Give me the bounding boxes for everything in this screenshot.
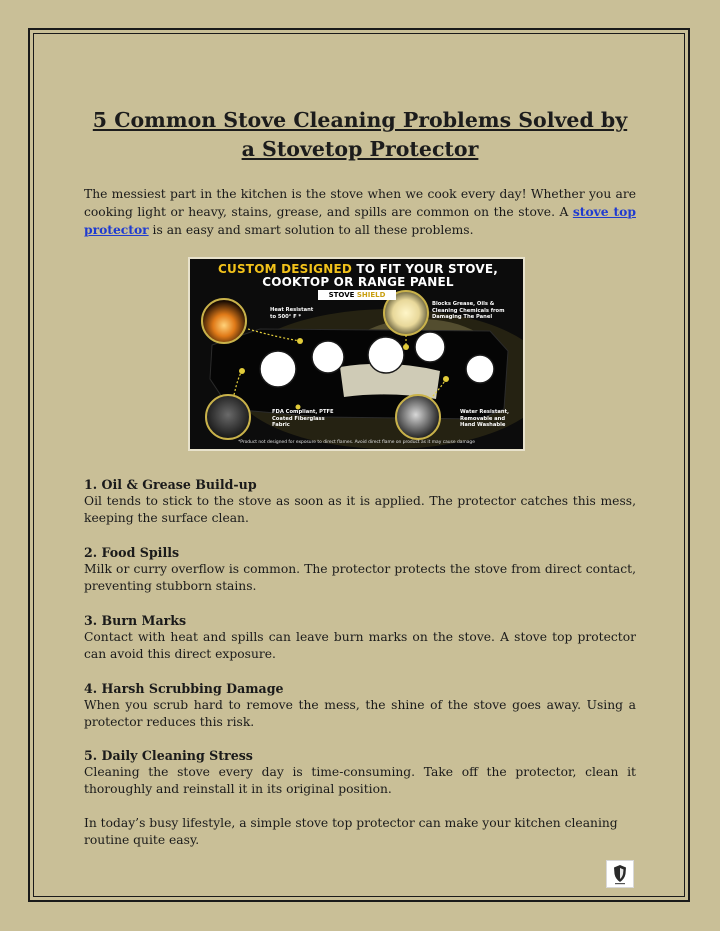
feature-grease-label: Blocks Grease, Oils & Cleaning Chemicals from Damaging The Panel [432, 301, 505, 320]
brand-part-2: SHIELD [354, 291, 386, 299]
section-text: When you scrub hard to remove the mess, the shine of the stove goes away. Using a protector reduces this risk. [84, 698, 636, 729]
section-text: Oil tends to stick to the stove as soon as it is applied. The protector catches this mess, keeping the surface clean. [84, 494, 636, 525]
headline-accent: CUSTOM DESIGNED [218, 262, 353, 276]
section-text: Milk or curry overflow is common. The protector protects the stove from direct contact, preventing stubborn stains. [84, 562, 636, 593]
section-heading: 5. Daily Cleaning Stress [84, 748, 253, 763]
headline-rest: TO FIT YOUR STOVE, [352, 262, 498, 276]
headline-line-2: COOKTOP OR RANGE PANEL [262, 275, 454, 289]
intro-text-after: is an easy and smart solution to all these problems. [148, 223, 474, 237]
brand-badge [318, 290, 396, 300]
section-daily-cleaning [84, 747, 636, 798]
feature-heat-label: Heat Resistant to 500° F * [270, 307, 314, 320]
feature-fda-label: FDA Compliant, PTFE Coated Fiberglass Fabric [272, 409, 334, 428]
section-heading: 2. Food Spills [84, 545, 180, 560]
product-footnote: *Product not designed for exposure to direct flames. Avoid direct flame on product as it may cause damage [238, 440, 475, 445]
product-image [188, 257, 525, 451]
feature-water-label: Water Resistant, Removable and Hand Washable [460, 409, 509, 428]
product-headline [198, 263, 518, 289]
closing-paragraph: In today’s busy lifestyle, a simple stove top protector can make your kitchen cleaning routine quite easy. [84, 816, 618, 847]
section-text: Contact with heat and spills can leave burn marks on the stove. A stove top protector can avoid this direct exposure. [84, 630, 636, 661]
shield-logo-icon [606, 860, 634, 888]
section-oil-grease [84, 476, 636, 527]
intro-paragraph [84, 186, 636, 239]
section-heading: 3. Burn Marks [84, 613, 187, 628]
section-text: Cleaning the stove every day is time-consuming. Take off the protector, clean it thoroughly and reinstall it in its original position. [84, 765, 636, 796]
section-harsh-scrubbing [84, 680, 636, 731]
article-title: 5 Common Stove Cleaning Problems Solved by a Stovetop Protector [92, 108, 628, 161]
stove-top-protector-link[interactable]: stove top protector [84, 204, 636, 237]
section-heading: 4. Harsh Scrubbing Damage [84, 681, 284, 696]
section-food-spills [84, 544, 636, 595]
section-burn-marks [84, 612, 636, 663]
section-heading: 1. Oil & Grease Build-up [84, 477, 257, 492]
brand-part-1: STOVE [328, 291, 355, 299]
intro-text-before: The messiest part in the kitchen is the stove when we cook every day! Whether you are cooking light or heavy, stains, grease, and spills are common on the stove. A [84, 187, 636, 219]
